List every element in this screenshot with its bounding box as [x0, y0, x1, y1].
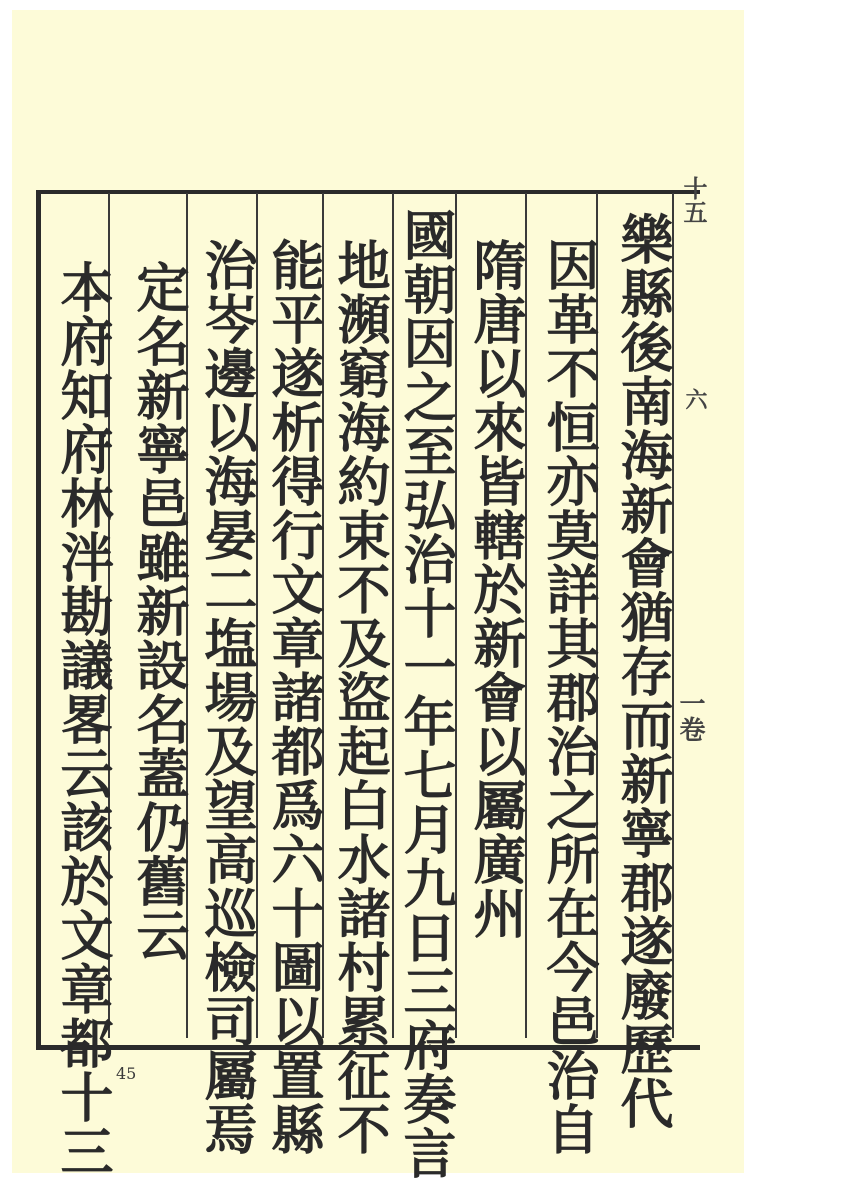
- margin-mark-top: 十五: [679, 176, 708, 224]
- text-column-1: 樂縣後南海新會猶存而新寧郡遂廢歷代: [612, 212, 674, 1130]
- text-column-7: 治岑邊以海晏二塩場及望高巡檢司屬焉: [196, 238, 258, 1156]
- margin-mark-middle: 六: [682, 388, 708, 410]
- page-number: 45: [116, 1064, 137, 1083]
- text-column-3: 隋唐以來皆轄於新會以屬廣州: [465, 238, 527, 940]
- text-column-2: 因革不恒亦莫詳其郡治之所在今邑治自: [538, 238, 600, 1156]
- text-column-6: 能平遂析得行文章諸都爲六十圖以置縣: [263, 238, 325, 1156]
- text-column-9: 本府知府林泮勘議畧云該於文章都十三: [52, 260, 114, 1178]
- text-column-8: 定名新寧邑雖新設名蓋仍舊云: [128, 260, 190, 962]
- margin-mark-lower: 一卷: [675, 690, 705, 742]
- text-column-5: 地瀕窮海約束不及盜起白水諸村累征不: [329, 238, 391, 1156]
- text-column-4: 國朝因之至弘治十一年七月九日三府奏言: [395, 208, 457, 1180]
